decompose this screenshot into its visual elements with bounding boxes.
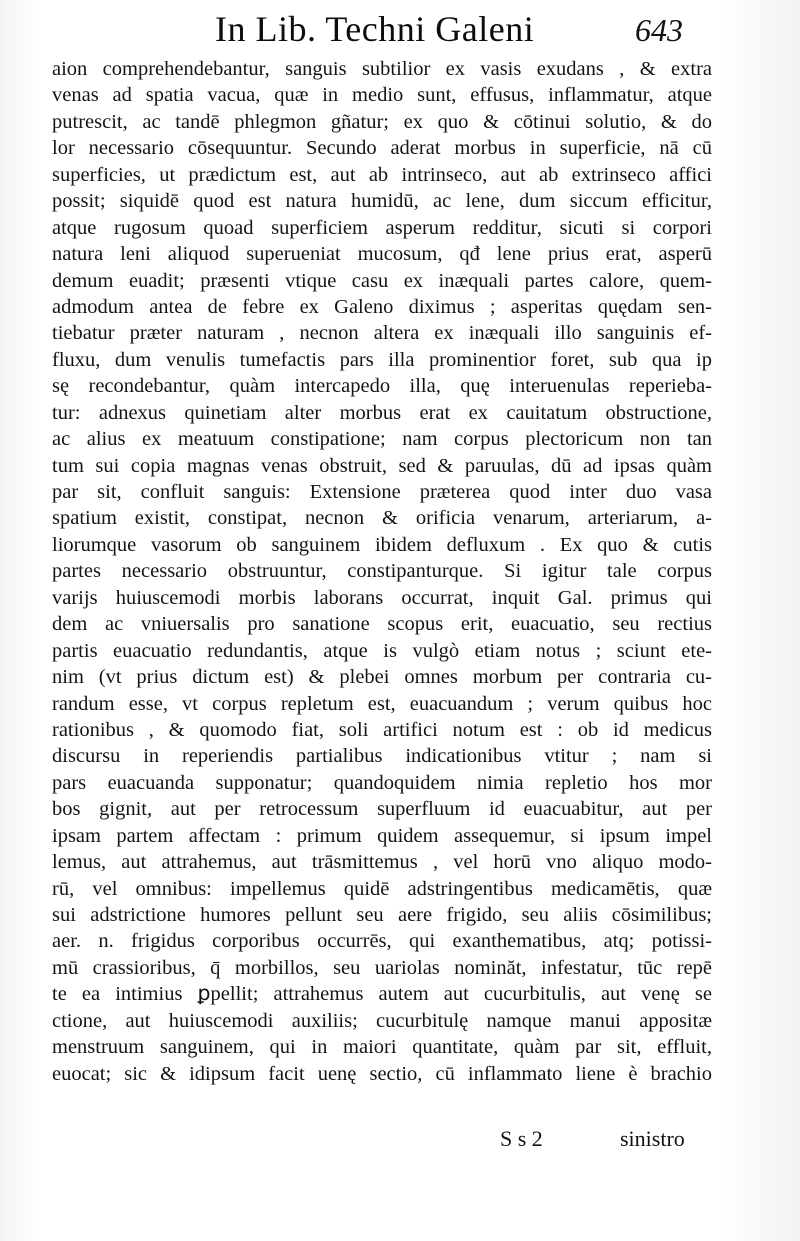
text-line: rū, vel omnibus: impellemus quidē adstringentibus medicamētis, quæ	[52, 877, 712, 900]
text-line: possit; siquidē quod est natura humidū, ac lene, dum siccum efficitur,	[52, 190, 712, 213]
text-line: bos gignit, aut per retrocessum superfluum id euacuabitur, aut per	[52, 798, 712, 821]
text-line: menstruum sanguinem, qui in maiori quantitate, quàm par sit, effluit,	[52, 1036, 712, 1059]
text-line: tum sui copia magnas venas obstruit, sed & paruulas, dū ad ipsas quàm	[52, 454, 712, 477]
text-line: superficies, ut prædictum est, aut ab intrinseco, aut ab extrinseco affici	[52, 163, 712, 186]
text-line: par sit, confluit sanguis: Extensione præterea quod inter duo vasa	[52, 481, 712, 503]
text-line: partes necessario obstruuntur, constipanturque. Si igitur tale corpus	[52, 560, 712, 583]
footer-row	[0, 1120, 800, 1160]
text-line: venas ad spatia vacua, quæ in medio sunt, effusus, inflammatur, atque	[52, 84, 712, 107]
text-line: tiebatur præter naturam , necnon altera ex inæquali illo sanguinis ef-	[52, 322, 712, 345]
text-line: spatium existit, constipat, necnon & orificia venarum, arteriarum, a-	[52, 507, 712, 530]
text-line: tur: adnexus quinetiam alter morbus erat ex cauitatum obstructione,	[52, 401, 712, 424]
text-line: pars euacuanda supponatur; quandoquidem nimia repletio hos mor	[52, 771, 712, 794]
text-line: dem ac vniuersalis pro sanatione scopus erit, euacuatio, seu rectius	[52, 613, 712, 636]
text-line: aion comprehendebantur, sanguis subtilior ex vasis exudans , & extra	[52, 58, 712, 80]
text-line: rationibus , & quomodo fiat, soli artifici notum est : ob id medicus	[52, 718, 712, 741]
running-head	[215, 8, 715, 54]
text-line: fluxu, dum venulis tumefactis pars illa prominentior foret, sub qua ip	[52, 348, 712, 371]
text-line: randum esse, vt corpus repletum est, euacuandum ; verum quibus hoc	[52, 692, 712, 715]
running-title: In Lib. Techni Galeni	[215, 9, 535, 49]
text-line: nim (vt prius dictum est) & plebei omnes morbum per contraria cu-	[52, 666, 712, 689]
text-line: putrescit, ac tandē phlegmon gñatur; ex quo & cōtinui solutio, & do	[52, 110, 712, 133]
text-line: ac alius ex meatuum constipatione; nam corpus plectoricum non tan	[52, 428, 712, 451]
page-number: 643	[635, 12, 683, 48]
text-line: te ea intimius ꝑpellit; attrahemus autem aut cucurbitulis, aut venę se	[52, 983, 712, 1006]
text-line: mū crassioribus, q̄ morbillos, seu uariolas nominăt, infestatur, tūc repē	[52, 956, 712, 979]
text-line: liorumque vasorum ob sanguinem ibidem defluxum . Ex quo & cutis	[52, 533, 712, 556]
text-line: aer. n. frigidus corporibus occurrēs, qui exanthematibus, atq; potissi-	[52, 930, 712, 953]
text-line: partis euacuatio redundantis, atque is vulgò etiam notus ; sciunt ete-	[52, 639, 712, 662]
text-line: euocat; sic & idipsum facit uenę sectio, cū inflammato liene è brachio	[52, 1062, 712, 1085]
text-line: sui adstrictione humores pellunt seu aere frigido, seu aliis cōsimilibus;	[52, 904, 712, 926]
text-line: lemus, aut attrahemus, aut trāsmittemus , vel horū vno aliquo modo-	[52, 851, 712, 874]
body-text	[52, 56, 712, 1087]
text-line: admodum antea de febre ex Galeno diximus ; asperitas quędam sen-	[52, 295, 712, 318]
catchword: sinistro	[620, 1126, 685, 1151]
text-line: ipsam partem affectam : primum quidem assequemur, si ipsum impel	[52, 824, 712, 847]
text-line: varijs huiuscemodi morbis laborans occurrat, inquit Gal. primus qui	[52, 586, 712, 609]
text-line: atque rugosum quoad superficiem asperum redditur, sicuti si corpori	[52, 216, 712, 239]
text-line: lor necessario cōsequuntur. Secundo aderat morbus in superficie, nā cū	[52, 137, 712, 160]
text-line: demum euadit; præsenti vtique casu ex inæquali partes calore, quem-	[52, 269, 712, 292]
signature-mark: S s 2	[500, 1126, 543, 1151]
text-line: ctione, aut huiuscemodi auxiliis; cucurbitulę namque manui appositæ	[52, 1009, 712, 1032]
text-line: discursu in reperiendis partialibus indicationibus vtitur ; nam si	[52, 745, 712, 768]
text-line: sę recondebantur, quàm intercapedo illa, quę interuenulas reperieba-	[52, 375, 712, 398]
text-line: natura leni aliquod superueniat mucosum, qđ lene prius erat, asperū	[52, 243, 712, 266]
